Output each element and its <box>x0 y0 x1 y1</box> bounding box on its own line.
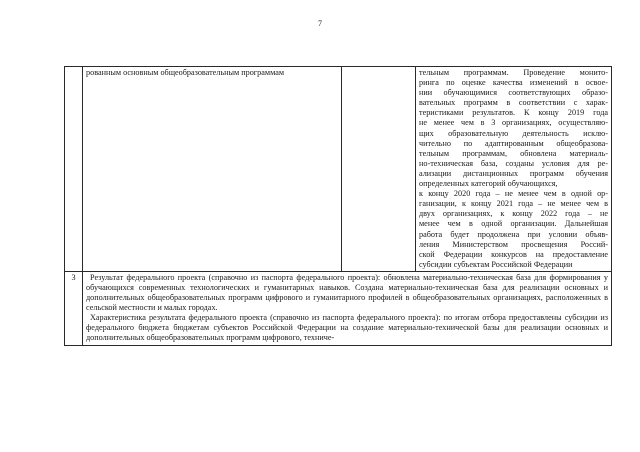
description-line: ганизации, к концу 2021 года – не менее чем в <box>419 199 608 209</box>
description-line: щих образовательную деятельность исклю- <box>419 128 608 138</box>
description-line: субсидии субъектам Российской Федерации <box>419 259 573 269</box>
description-line: вательных программ в соответствии с харак- <box>419 98 608 108</box>
description-line: менее чем в одной организации. Дальнейшая <box>419 219 608 229</box>
row-number-cell: 3 <box>65 271 83 345</box>
document-table <box>64 66 612 346</box>
description-line: не менее чем в 3 организациях, осуществляю- <box>419 118 608 128</box>
table-row <box>65 271 612 345</box>
page-number: 7 <box>318 19 322 28</box>
description-line: тельным программам, обновлена материаль- <box>419 148 608 158</box>
description-line: ринга по оценке качества изменений в освое- <box>419 78 608 88</box>
description-line: нии обучающимися соответствующих образо- <box>419 88 608 98</box>
description-line: ления Министерством просвещения Россий- <box>419 239 608 249</box>
description-line: работа будет продолжена при условии объяв- <box>419 229 608 239</box>
measure-text: рованным основным общеобразовательным программам <box>86 68 285 77</box>
description-line: определенных категорий обучающихся, <box>419 179 558 189</box>
period-cell <box>342 67 416 272</box>
description-line: к концу 2020 года – не менее чем в одной ор- <box>419 189 608 199</box>
description-cell <box>416 67 612 272</box>
description-line: чительно по адаптированным общеобразова- <box>419 138 608 148</box>
project-result-cell <box>83 271 612 345</box>
description-line: тельным программам. Проведение монито- <box>419 68 608 77</box>
description-line: ской Федерации конкурсов на предоставление <box>419 249 608 259</box>
description-line: ализации дистанционных программ обучения <box>419 168 608 178</box>
project-result-paragraph: Результат федерального проекта (справочно из паспорта федерального проекта): обновлена материально-техническая база для формирования у обучающихся современных технологических и гуманитарных навыков. Создана материально-техническая база для реализации основных и дополнительных общеобразовательных программ цифрового и гуманитарного профилей в общеобразовательных организациях, расположенных в сельской местности и малых городах. <box>86 272 608 313</box>
row-number-cell <box>65 67 83 272</box>
project-result-characteristic: Характеристика результата федерального проекта (справочно из паспорта федерального проекта): по итогам отбора предоставлены субсидии из федерального бюджета бюджетам субъектов Российской Федерации на создание материально-технической базы для реализации основных и дополнительных общеобразовательных программ цифрового, техниче- <box>86 313 608 343</box>
description-line: теристиками результатов. К концу 2019 года <box>419 108 608 118</box>
description-line: двух организациях, к концу 2022 года – не <box>419 209 608 219</box>
description-line: но-техническая база, созданы условия для ре- <box>419 158 608 168</box>
measure-cell <box>83 67 342 272</box>
table-row <box>65 67 612 272</box>
